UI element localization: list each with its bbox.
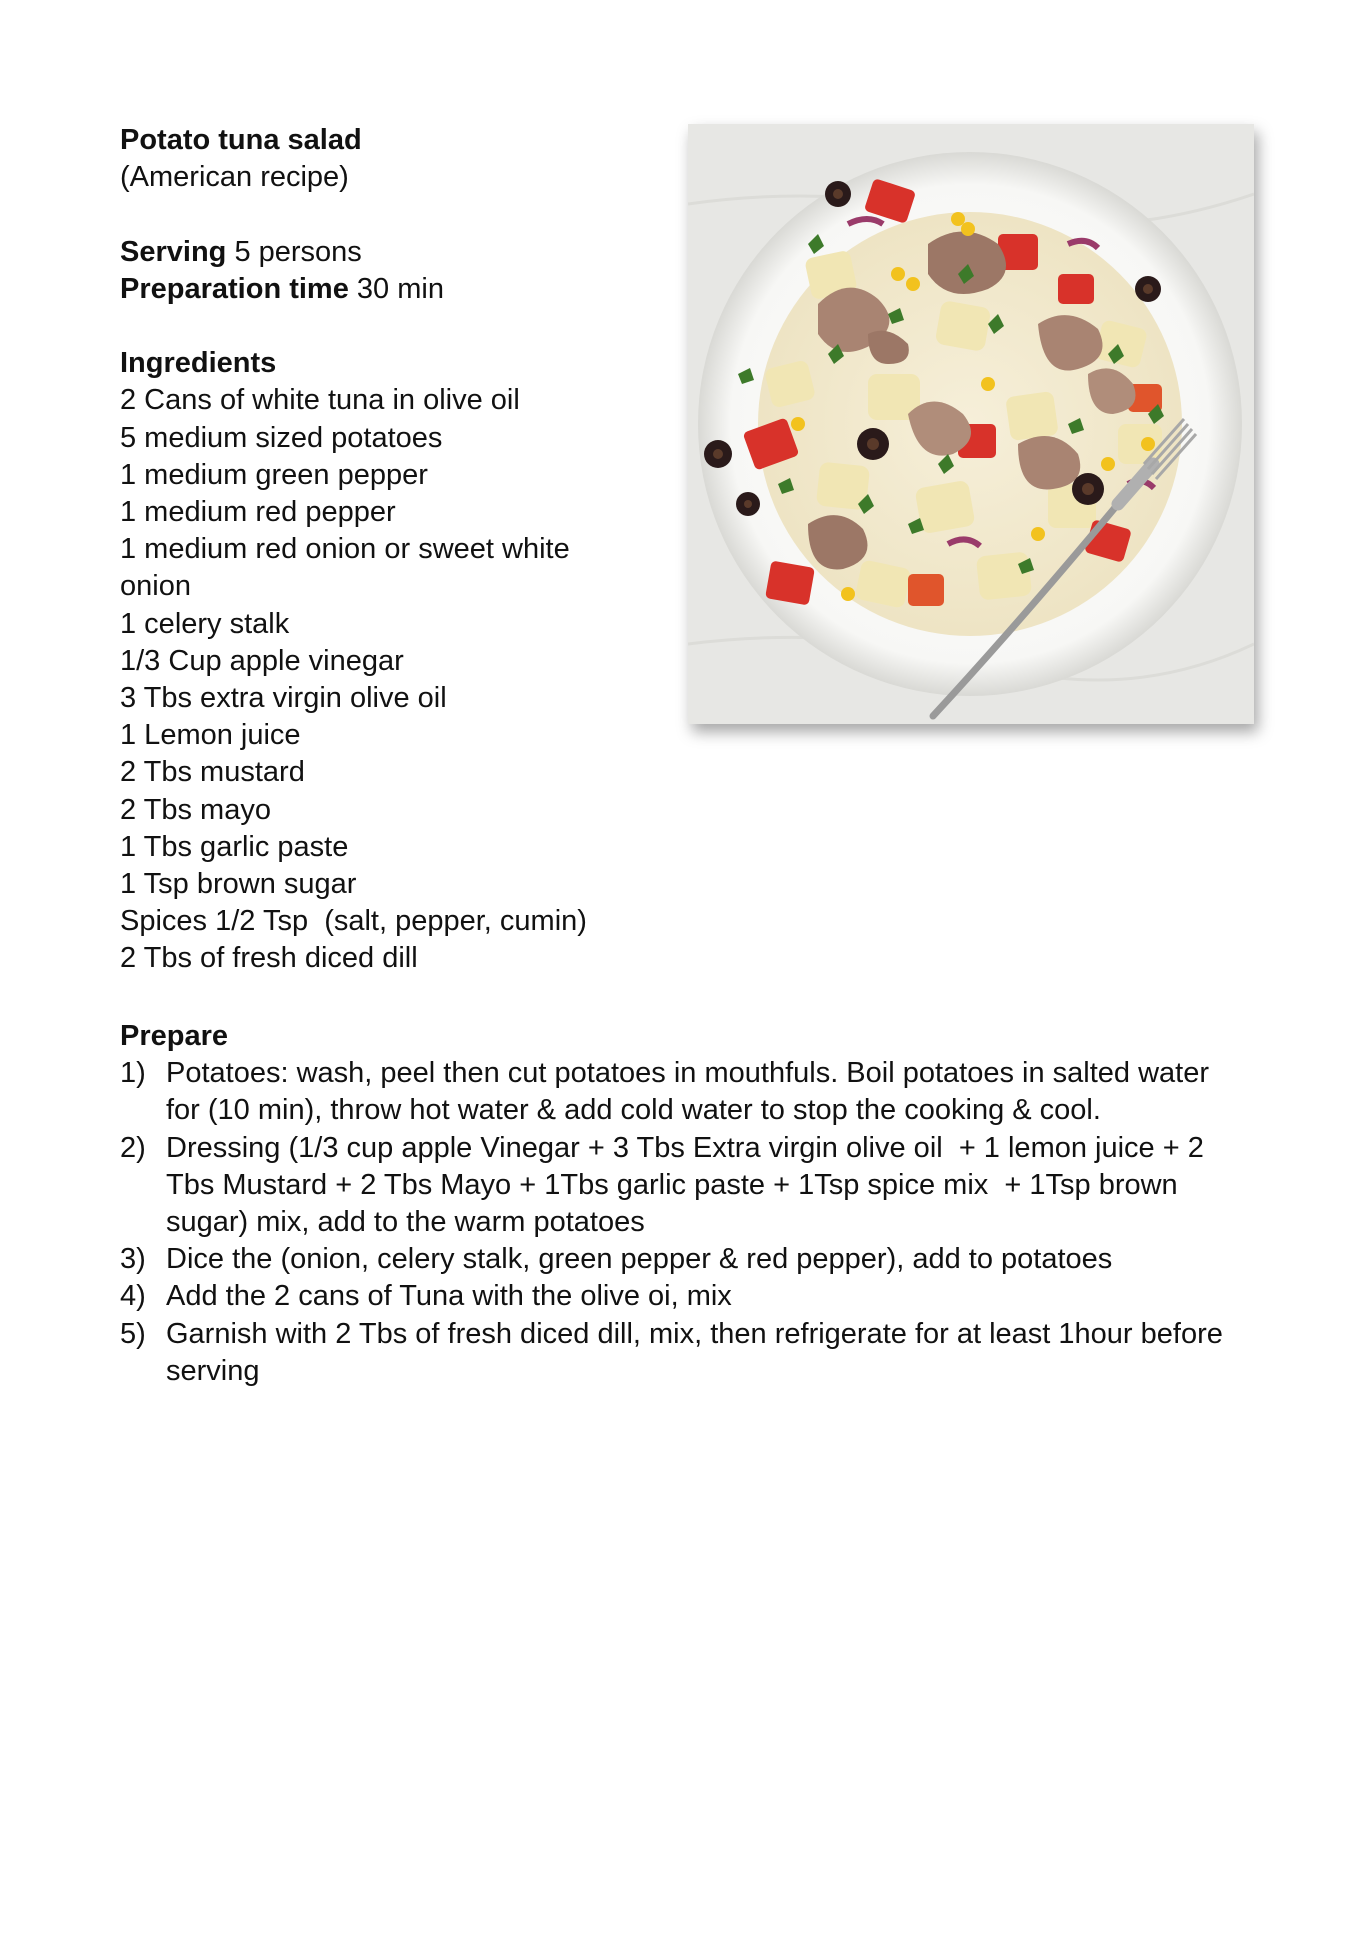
salad-bowl-illustration [688,124,1254,724]
step-number: 3) [120,1243,146,1276]
ingredient-item: 1 medium green pepper [120,458,428,491]
ingredient-item: 1 Lemon juice [120,719,301,752]
ingredients-list [120,382,640,977]
step-number: 4) [120,1280,146,1313]
step-item [120,1130,1250,1242]
ingredient-item: 1 Tbs garlic paste [120,830,349,863]
step-item [120,1278,1250,1315]
ingredient-item: 1 medium red pepper [120,496,396,528]
step-text: Dice the (onion, celery stalk, green pepper & red pepper), add to potatoes [166,1243,1113,1276]
ingredient-item: 2 Cans of white tuna in olive oil [120,384,520,417]
ingredient-item: 1/3 Cup apple vinegar [120,644,404,677]
prep-time-value: 30 min [356,272,444,305]
ingredient-item: Spices 1/2 Tsp (salt, pepper, cumin) [120,905,587,938]
step-text: Garnish with 2 Tbs of fresh diced dill, mix, then refrigerate for at least 1hour before serving [166,1317,1223,1387]
ingredients-heading: Ingredients [120,347,277,380]
serving-value: 5 persons [234,235,362,268]
serving-label: Serving [120,235,227,268]
step-number: 1) [120,1057,146,1090]
step-text: Add the 2 cans of Tuna with the olive oi, mix [166,1280,732,1313]
recipe-title: Potato tuna salad [120,124,362,156]
ingredient-item: 1 celery stalk [120,607,290,640]
step-text: Potatoes: wash, peel then cut potatoes in mouthfuls. Boil potatoes in salted water for (10 min), throw hot water & add cold water to stop the cooking & cool. [166,1057,1210,1127]
recipe-header [120,122,640,978]
ingredient-item: 2 Tbs of fresh diced dill [120,942,418,975]
prepare-section [120,1018,1250,1390]
serving-line [120,234,640,271]
prepare-heading: Prepare [120,1020,229,1052]
steps-list [120,1055,1250,1390]
prep-time-label: Preparation time [120,272,349,305]
ingredient-item: 1 medium red onion or sweet white onion [120,533,570,603]
step-text: Dressing (1/3 cup apple Vinegar + 3 Tbs Extra virgin olive oil + 1 lemon juice + 2 Tbs Mustard + 2 Tbs Mayo + 1Tbs garlic paste + 1Tsp spice mix + 1Tsp brown sugar) mix, add to the warm potatoes [166,1131,1212,1239]
step-item [120,1055,1250,1129]
step-number: 5) [120,1317,146,1350]
recipe-subtitle: (American recipe) [120,161,349,194]
ingredient-item: 3 Tbs extra virgin olive oil [120,682,447,715]
spacer [120,308,640,345]
ingredient-item: 2 Tbs mustard [120,756,305,789]
ingredient-item: 5 medium sized potatoes [120,421,443,454]
ingredient-item: 2 Tbs mayo [120,793,271,826]
step-item [120,1241,1250,1278]
step-item [120,1316,1250,1390]
prep-time-line [120,271,640,308]
ingredient-item: 1 Tsp brown sugar [120,868,357,901]
salad-photo [688,124,1254,724]
spacer [120,196,640,233]
step-number: 2) [120,1131,146,1164]
